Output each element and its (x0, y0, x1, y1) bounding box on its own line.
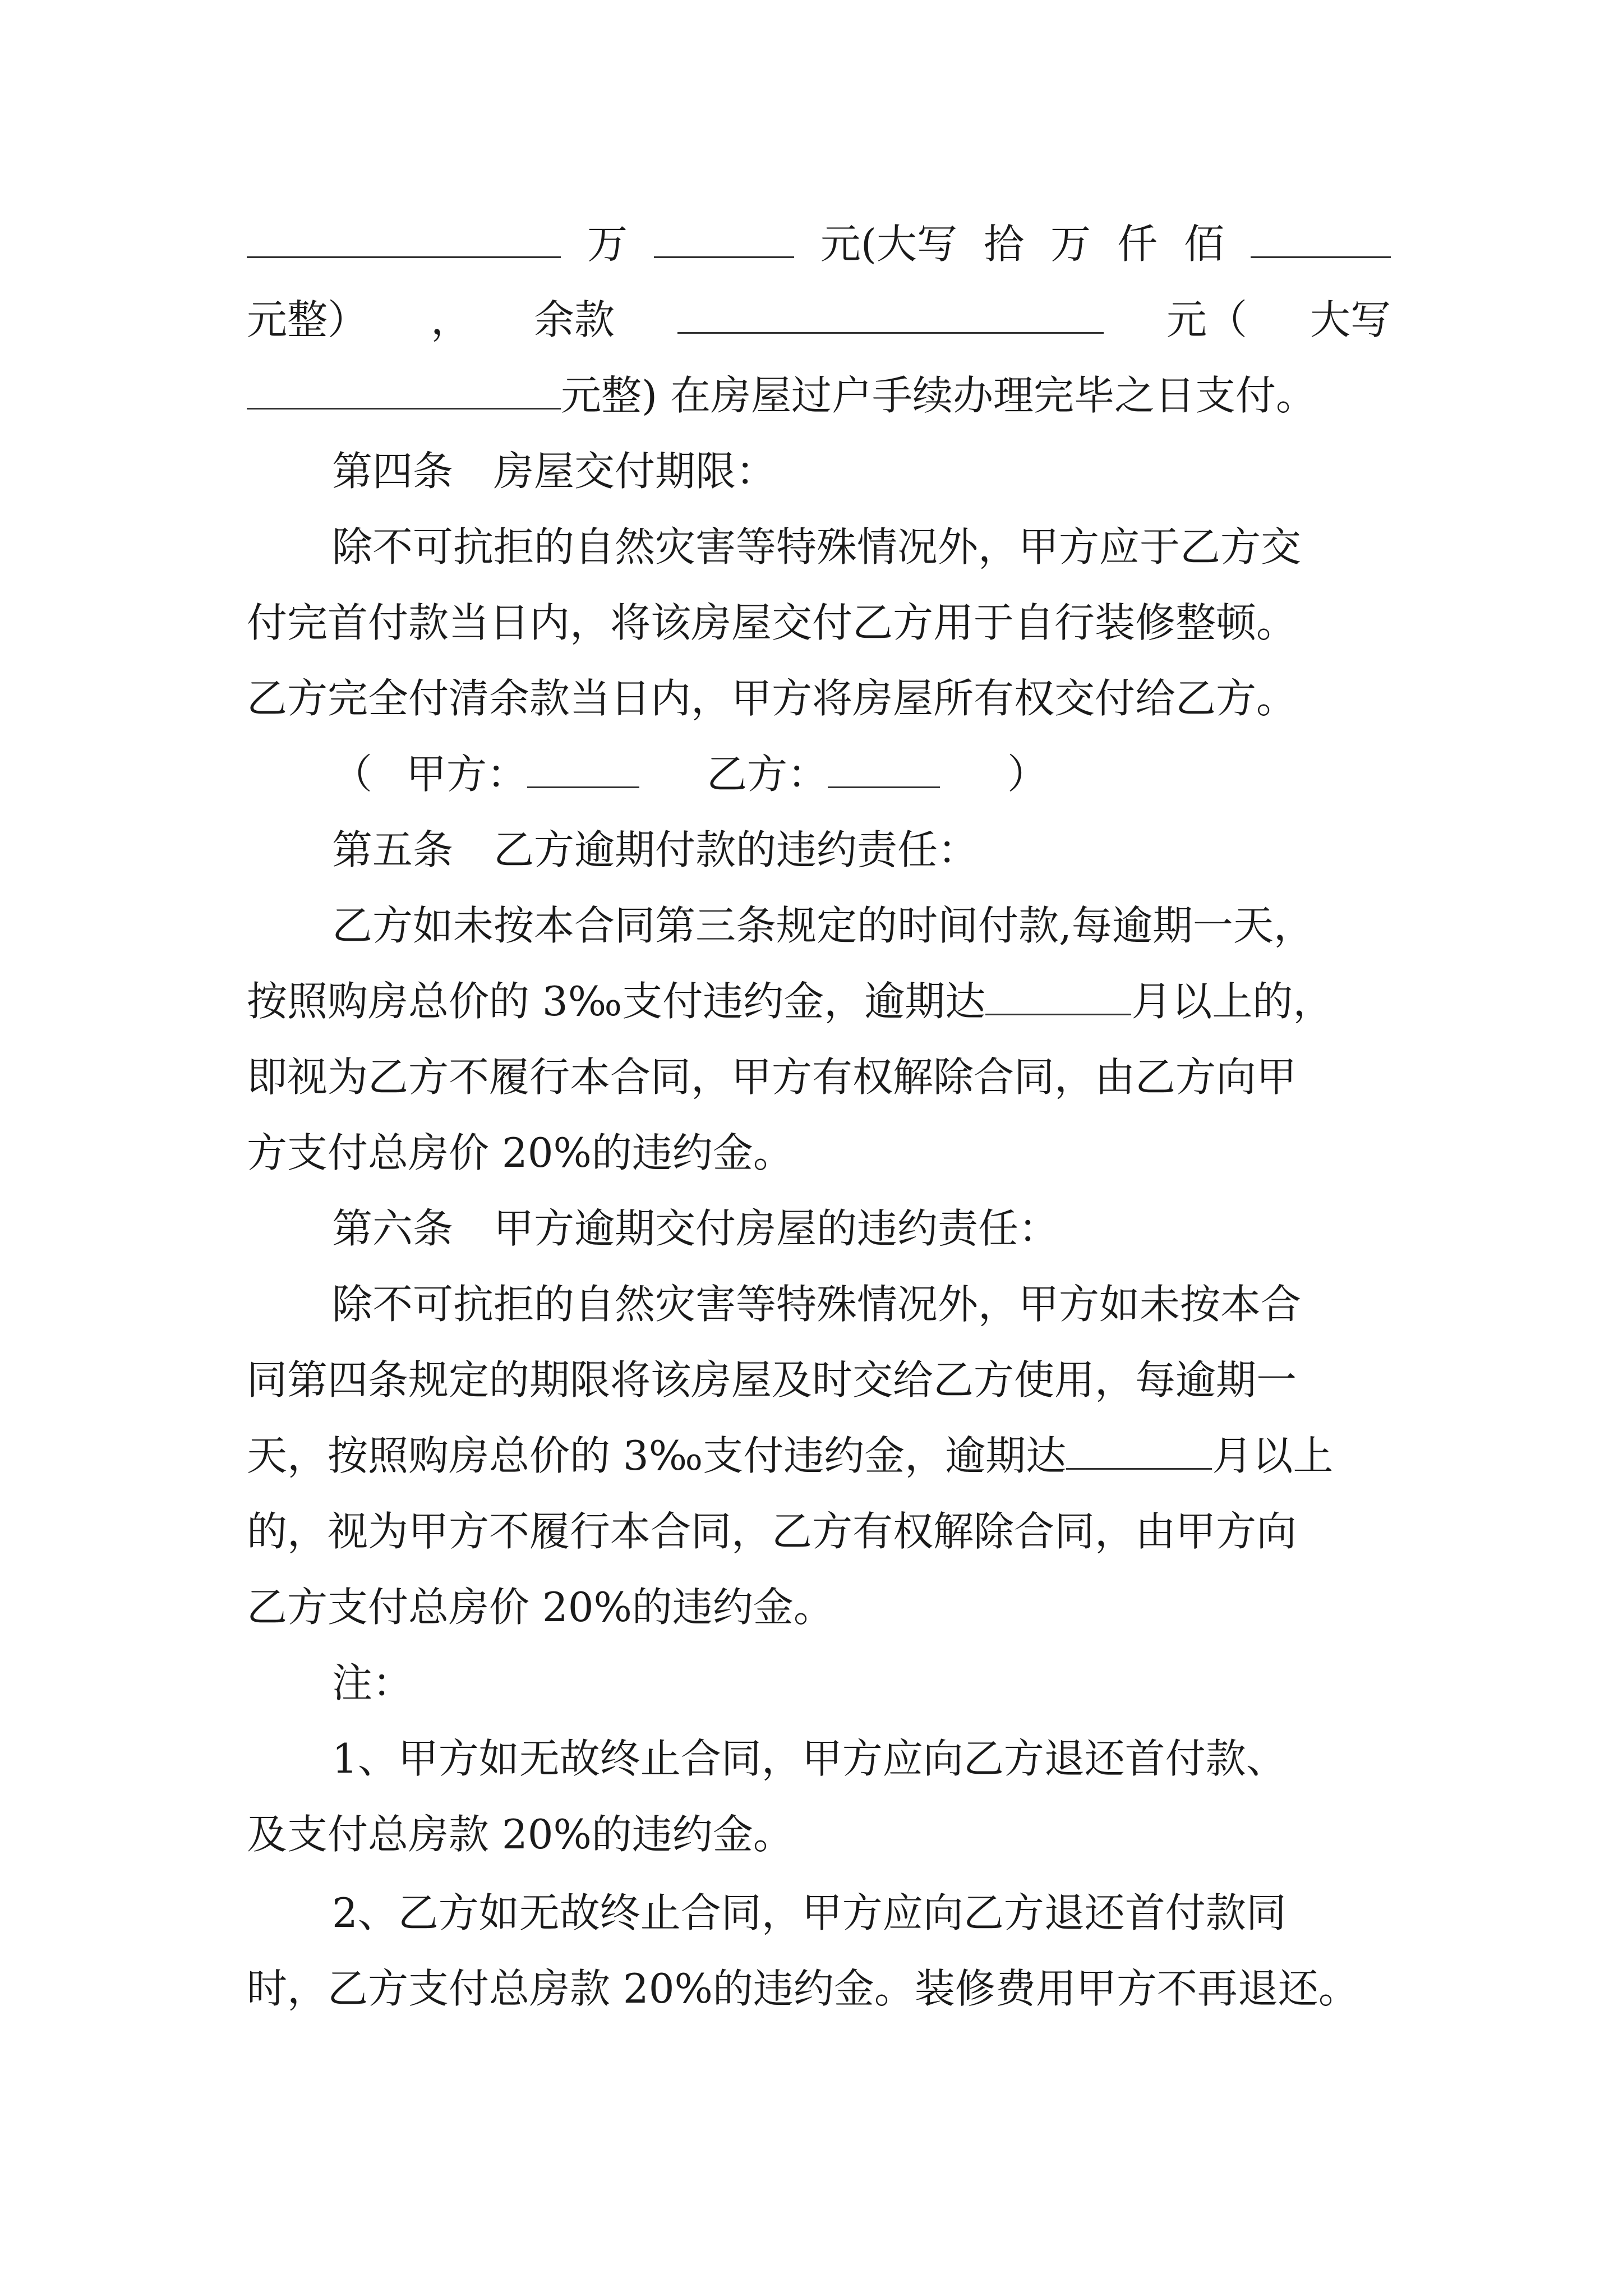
yukuan-text: 余款 (534, 296, 615, 343)
article-6-text: 乙方支付总房价 20%的违约金。 (247, 1584, 834, 1631)
note-item-2: 2、乙方如无故终止合同，甲方应向乙方退还首付款同 (332, 1889, 1287, 1936)
article-4-text: 乙方完全付清余款当日内，甲方将房屋所有权交付给乙方。 (247, 675, 1297, 722)
sig-open: （ (332, 751, 373, 798)
article-5-text: 方支付总房价 20%的违约金。 (247, 1129, 794, 1176)
note-heading: 注： (332, 1659, 413, 1706)
article-4-text: 付完首付款当日内，将该房屋交付乙方用于自行装修整顿。 (247, 599, 1297, 646)
article-4-heading: 第四条 房屋交付期限： (332, 448, 777, 495)
bai-text: 佰 (1183, 220, 1224, 268)
amount-blank (247, 222, 561, 258)
comma-text: ， (431, 296, 472, 343)
payment-line-3 (247, 367, 1391, 424)
article-6-text-part: 月以上 (1212, 1432, 1334, 1479)
yuan-daxie-text: 元(大写 (820, 220, 958, 268)
party-a-blank (527, 752, 639, 788)
article-6-heading: 第六条 甲方逾期交付房屋的违约责任： (332, 1205, 1059, 1252)
note-item-1: 1、甲方如无故终止合同，甲方应向乙方退还首付款、 (332, 1735, 1287, 1782)
party-b-label: 乙方： (707, 751, 828, 798)
party-a-label: 甲方： (406, 751, 528, 798)
wan2-text: 万 (1050, 220, 1091, 268)
signature-line (332, 746, 1391, 802)
payment-line-2 (247, 292, 1391, 348)
article-5-text: 即视为乙方不履行本合同，甲方有权解除合同，由乙方向甲 (247, 1053, 1297, 1101)
wan-text: 万 (587, 220, 628, 268)
article-5-text (247, 973, 1391, 1029)
article-5-text-part: 按照购房总价的 3‰支付违约金，逾期达 (247, 978, 986, 1025)
payment-line-1 (247, 216, 1391, 272)
article-4-text: 除不可抗拒的自然灾害等特殊情况外，甲方应于乙方交 (332, 523, 1302, 570)
yuan-zheng-text: 元整） (247, 296, 368, 343)
amount-blank (1251, 222, 1391, 258)
months-blank (1066, 1433, 1212, 1470)
article-5-text: 乙方如未按本合同第三条规定的时间付款,每逾期一天， (332, 902, 1314, 949)
note-item-2: 时，乙方支付总房款 20%的违约金。装修费用甲方不再退还。 (247, 1965, 1359, 2012)
daxie-text: 大写 (1310, 296, 1391, 343)
party-b-blank (828, 752, 940, 788)
article-6-text (247, 1428, 1391, 1484)
yuan-open-text: 元（ (1166, 296, 1247, 343)
sig-close: ） (1007, 751, 1048, 798)
article-6-text: 除不可抗拒的自然灾害等特殊情况外，甲方如未按本合 (332, 1281, 1302, 1328)
amount-blank (654, 222, 794, 258)
balance-blank (677, 297, 1104, 334)
balance-daxie-blank (247, 373, 561, 409)
payment-tail-text: 元整) 在房屋过户手续办理完毕之日支付。 (561, 372, 1316, 419)
qian-text: 仟 (1117, 220, 1158, 268)
shi-text: 拾 (983, 220, 1024, 268)
article-6-text: 同第四条规定的期限将该房屋及时交给乙方使用，每逾期一 (247, 1356, 1297, 1404)
article-5-heading: 第五条 乙方逾期付款的违约责任： (332, 826, 979, 873)
note-item-1: 及支付总房款 20%的违约金。 (247, 1811, 794, 1858)
article-5-text-part: 月以上的， (1131, 978, 1334, 1025)
article-6-text-part: 天，按照购房总价的 3‰支付违约金，逾期达 (247, 1432, 1067, 1479)
article-6-text: 的，视为甲方不履行本合同，乙方有权解除合同，由甲方向 (247, 1508, 1297, 1555)
months-blank (985, 979, 1131, 1015)
